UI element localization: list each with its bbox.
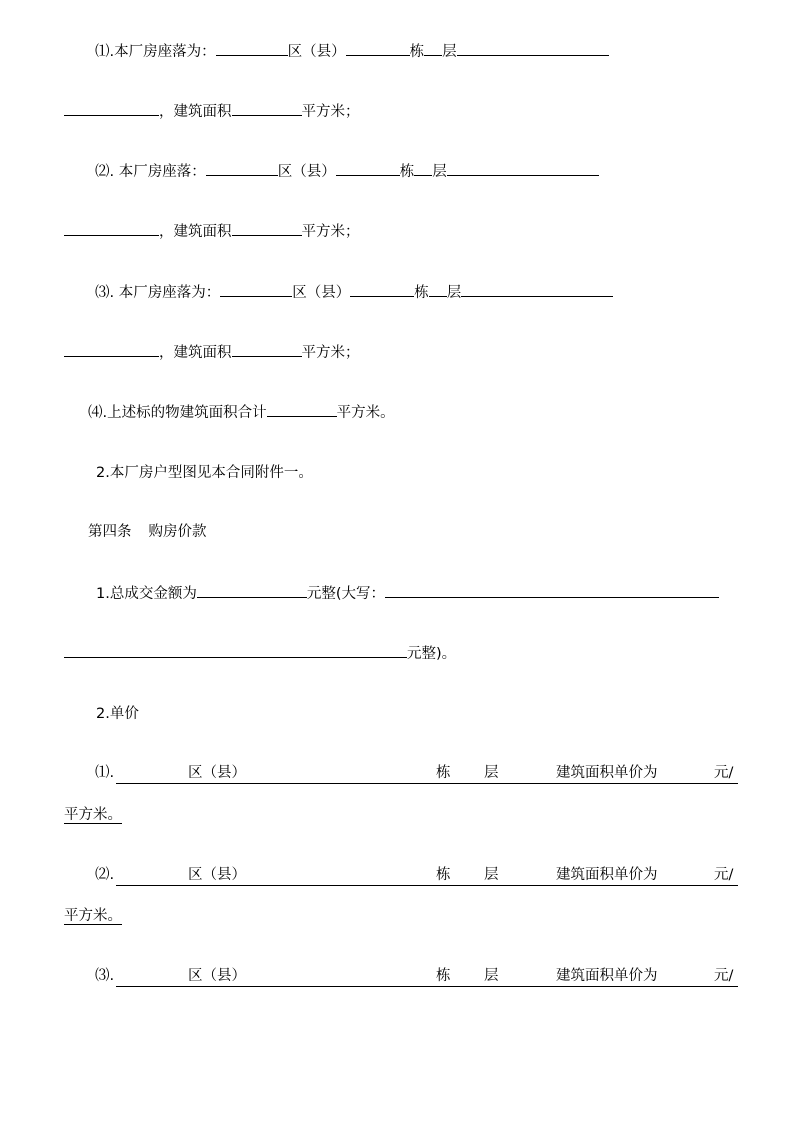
item3-floor-blank[interactable]	[429, 282, 447, 297]
item1-unit: 平方米；	[301, 104, 360, 120]
item2-lead: 本厂房座落：	[114, 164, 206, 180]
item2-area-blank[interactable]	[232, 221, 302, 236]
price-row3-district: 区（县）	[188, 968, 246, 984]
item1-line2	[64, 101, 360, 121]
item4-lead: 上述标的物建筑面积合计	[107, 405, 267, 421]
item2-line1	[95, 161, 599, 181]
item3-line1	[95, 282, 613, 302]
total-line1	[96, 583, 719, 603]
item3-district-blank[interactable]	[220, 282, 292, 297]
item2-address-blank[interactable]	[447, 161, 599, 176]
item2-floor-label: 层	[432, 164, 447, 180]
unit-price-heading-text: 2.单价	[96, 706, 139, 722]
item3-sep: ，	[159, 345, 174, 361]
price-row3-label: 建筑面积单价为	[556, 968, 658, 984]
article4-title: 第四条	[88, 524, 132, 540]
price-row2-marker: ⑵.	[95, 867, 115, 883]
item3-address-blank[interactable]	[461, 282, 613, 297]
item1-building-blank[interactable]	[346, 41, 410, 56]
item3-area-label: 建筑面积	[173, 345, 232, 361]
item2-district-label: 区（县）	[277, 164, 336, 180]
clause2-text: 2.本厂房户型图见本合同附件一。	[96, 465, 313, 481]
item3-line2	[64, 342, 360, 362]
item1-lead: 本厂房座落为：	[114, 44, 216, 60]
item2-floor-blank[interactable]	[414, 161, 432, 176]
price-row2-floor: 层	[484, 867, 499, 883]
price-row2[interactable]	[116, 865, 738, 886]
article4-heading	[88, 522, 207, 542]
total-mid: 元整(大写：	[306, 586, 386, 602]
item2-district-blank[interactable]	[206, 161, 278, 176]
item1-area-blank[interactable]	[232, 101, 302, 116]
item4-unit: 平方米。	[336, 405, 395, 421]
item3-address-cont-blank[interactable]	[64, 342, 159, 357]
item2-building-blank[interactable]	[336, 161, 400, 176]
item4-line	[88, 402, 395, 422]
price-row3-floor: 层	[484, 968, 499, 984]
item1-building-label: 栋	[409, 44, 425, 60]
price-row1[interactable]	[116, 763, 738, 784]
item1-line1	[95, 41, 609, 61]
price-row1-district: 区（县）	[188, 765, 246, 781]
price-row1-label: 建筑面积单价为	[556, 765, 658, 781]
item4-total-area-blank[interactable]	[267, 402, 337, 417]
total-end: 元整)。	[407, 646, 457, 662]
item2-line2	[64, 221, 360, 241]
item1-floor-label: 层	[442, 44, 457, 60]
item3-district-label: 区（县）	[292, 285, 351, 301]
item1-district-blank[interactable]	[216, 41, 288, 56]
item3-building-label: 栋	[414, 285, 429, 301]
price-row2-label: 建筑面积单价为	[556, 867, 658, 883]
price-row1-cont-text: 平方米。	[64, 807, 122, 823]
price-row2-cont	[64, 906, 122, 926]
article4-subtitle: 购房价款	[148, 524, 207, 540]
total-words-blank[interactable]	[385, 583, 719, 598]
item3-area-blank[interactable]	[232, 342, 302, 357]
item2-area-label: 建筑面积	[173, 224, 232, 240]
item3-lead: 本厂房座落为：	[114, 285, 221, 301]
item1-area-label: 建筑面积	[173, 104, 232, 120]
price-row3-unit: 元/	[714, 968, 734, 984]
price-row3-marker: ⑶.	[95, 968, 115, 984]
item1-sep: ，	[159, 104, 174, 120]
price-row3-building: 栋	[436, 968, 451, 984]
item2-address-cont-blank[interactable]	[64, 221, 159, 236]
price-row2-district: 区（县）	[188, 867, 246, 883]
item2-marker: ⑵.	[95, 164, 115, 180]
price-row2-unit: 元/	[714, 867, 734, 883]
price-row1-floor: 层	[484, 765, 499, 781]
price-row2-building: 栋	[436, 867, 451, 883]
item1-address-blank[interactable]	[457, 41, 609, 56]
item3-marker: ⑶.	[95, 285, 115, 301]
item3-building-blank[interactable]	[350, 282, 414, 297]
item2-building-label: 栋	[399, 164, 415, 180]
item1-district-label: 区（县）	[287, 44, 346, 60]
item1-marker: ⑴.	[95, 44, 115, 60]
price-row1-cont	[64, 805, 122, 825]
item2-sep: ，	[159, 224, 174, 240]
clause2-line	[96, 463, 313, 483]
price-row1-unit: 元/	[714, 765, 734, 781]
item3-unit: 平方米；	[301, 345, 360, 361]
price-row2-cont-text: 平方米。	[64, 908, 122, 924]
unit-price-heading	[96, 704, 139, 724]
price-row1-marker: ⑴.	[95, 765, 115, 781]
total-lead: 1.总成交金额为	[96, 586, 197, 602]
price-row1-building: 栋	[436, 765, 451, 781]
item1-floor-blank[interactable]	[424, 41, 442, 56]
item4-marker: ⑷.	[88, 405, 108, 421]
item1-address-cont-blank[interactable]	[64, 101, 159, 116]
item3-floor-label: 层	[446, 285, 462, 301]
price-row3[interactable]	[116, 966, 738, 987]
total-line2	[64, 643, 456, 663]
total-words-cont-blank[interactable]	[64, 643, 407, 658]
item2-unit: 平方米；	[301, 224, 360, 240]
total-amount-blank[interactable]	[197, 583, 307, 598]
